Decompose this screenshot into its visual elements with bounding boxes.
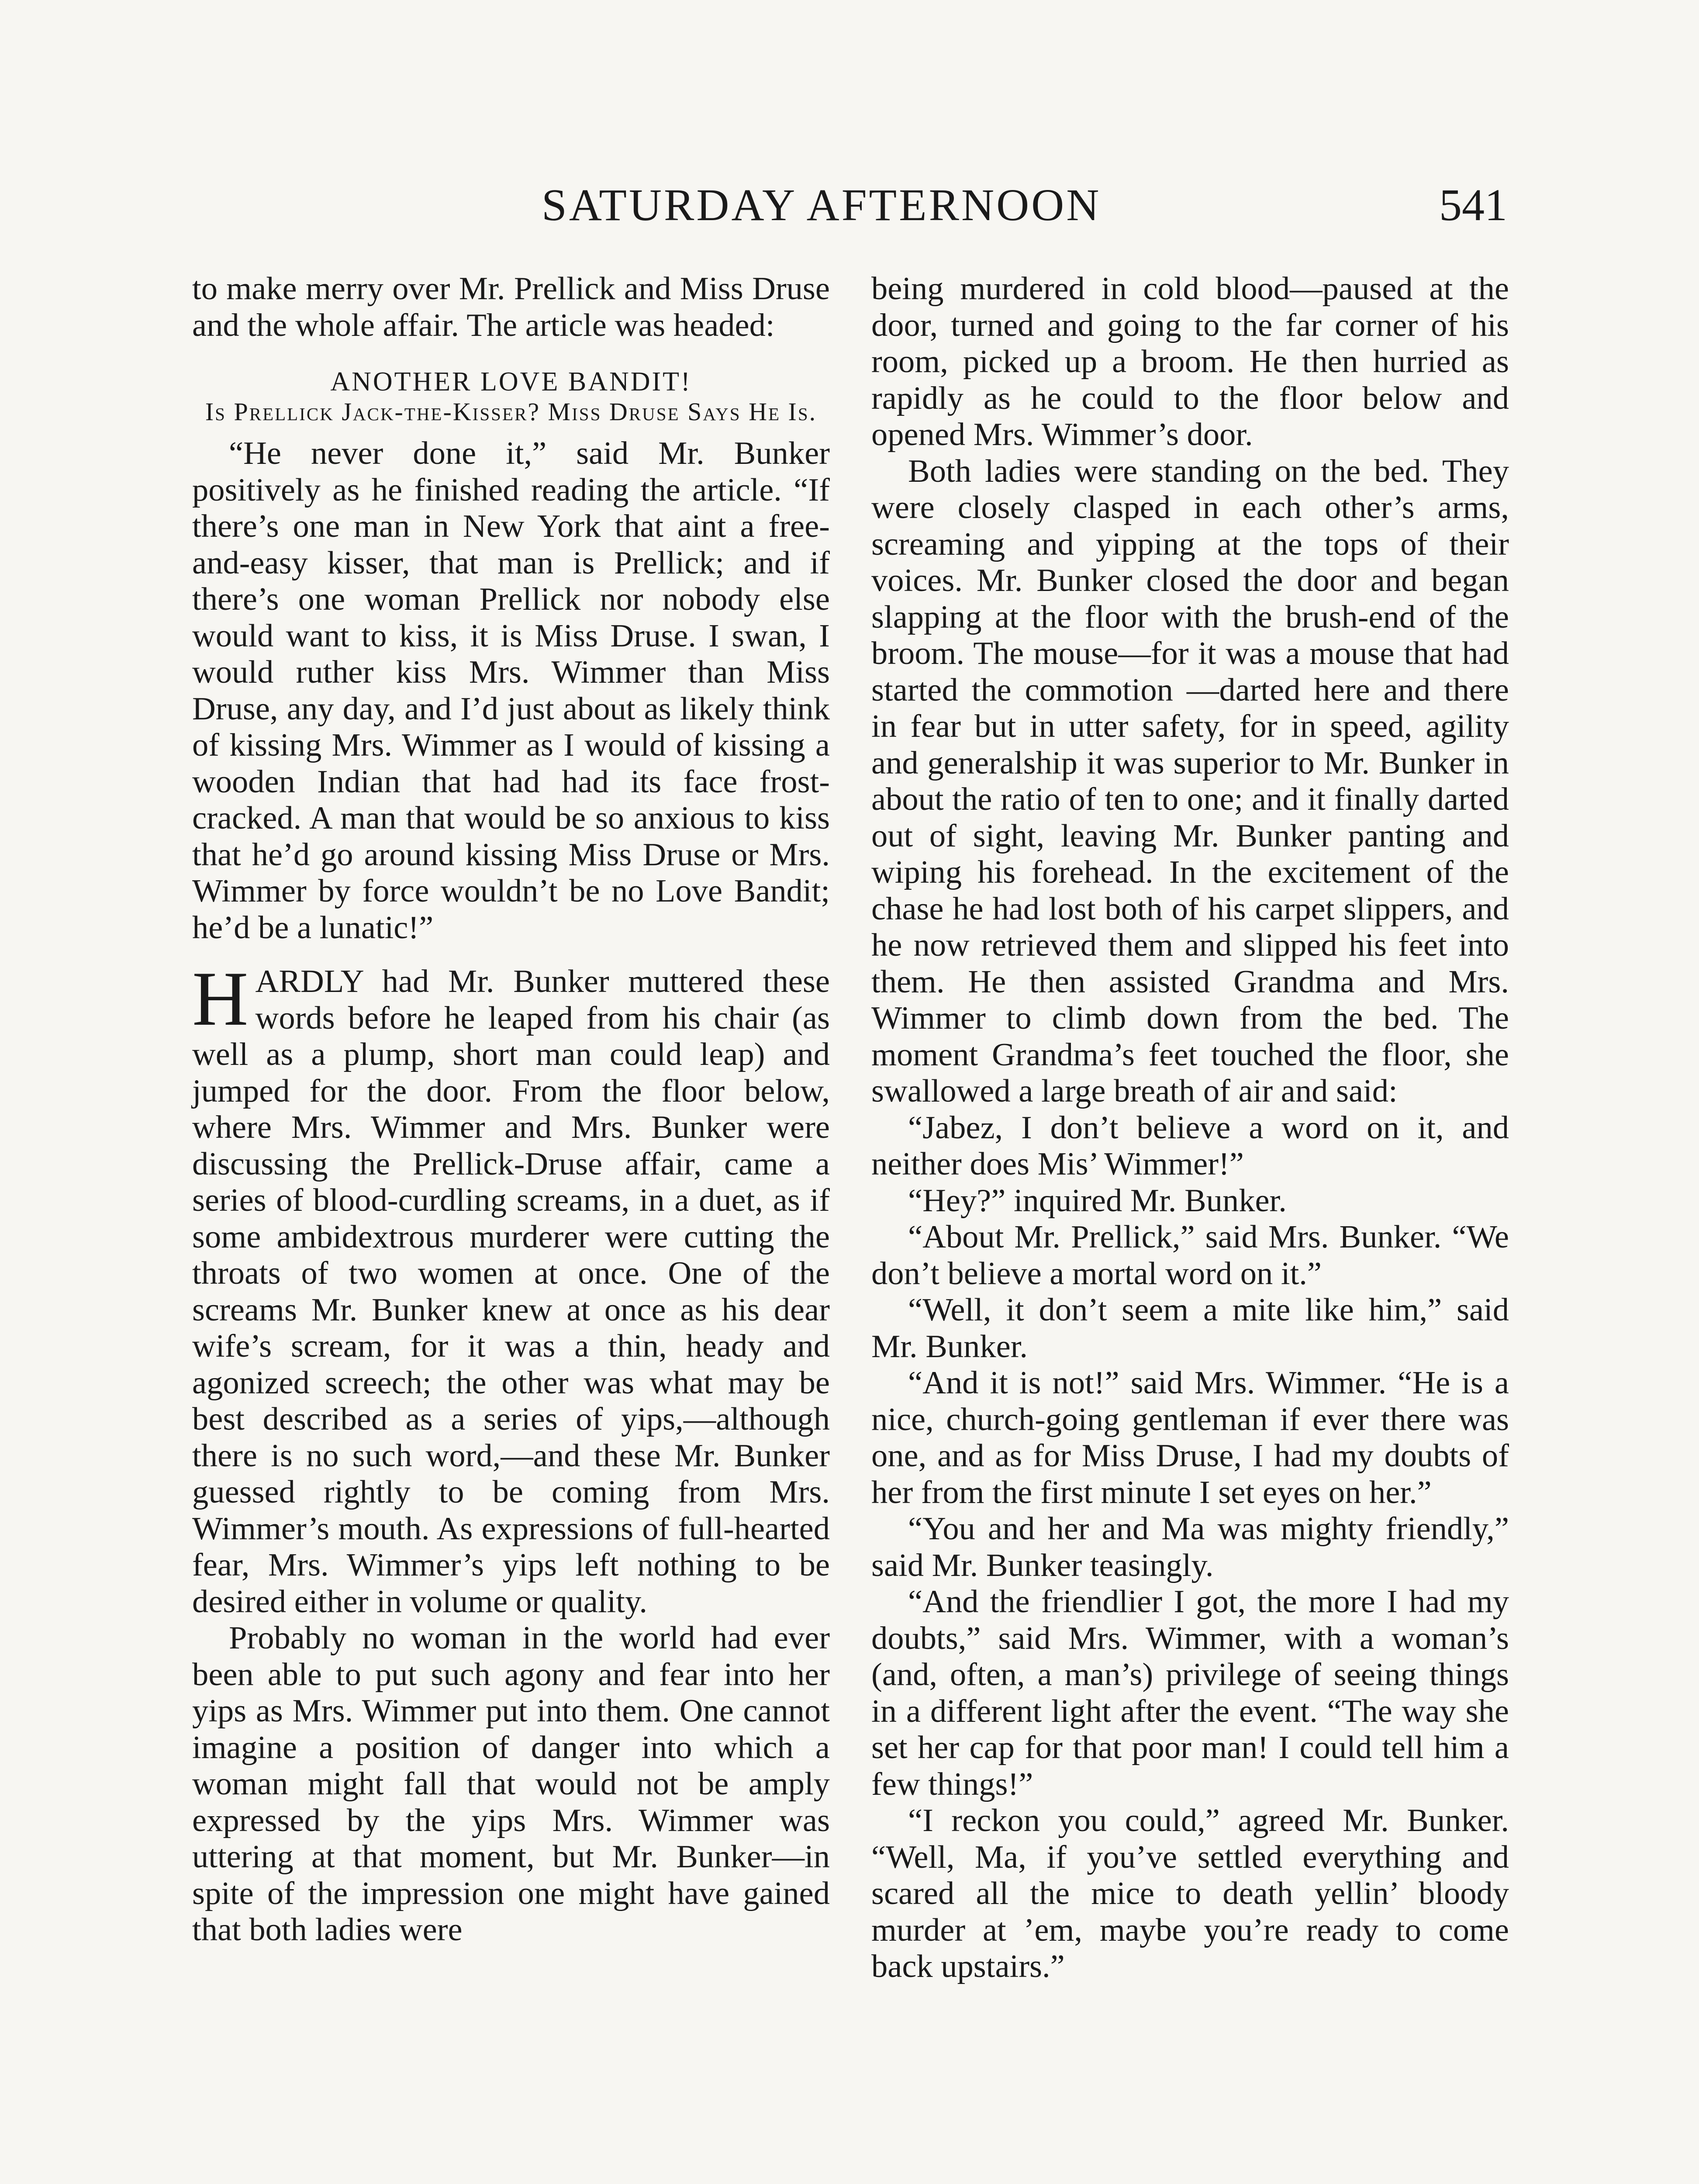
right-column — [871, 271, 1509, 1985]
paragraph: Both ladies were standing on the bed. They were closely clasped in each other’s arms, screaming and yipping at the tops of their voices. Mr. Bunker closed the door and began slapping at the floor with the brush-end of the broom. The mouse—for it was a mouse that had started the commotion —darted here and there in fear but in utter safety, for in speed, agility and generalship it was superior to Mr. Bunker in about the ratio of ten to one; and it finally darted out of sight, leaving Mr. Bunker panting and wiping his forehead. In the excitement of the chase he had lost both of his carpet slippers, and he now retrieved them and slipped his feet into them. He then assisted Grandma and Mrs. Wimmer to climb down from the bed. The moment Grandma’s feet touched the floor, she swallowed a large breath of air and said: — [871, 453, 1509, 1109]
article-subheadline: Is Prellick Jack-the-Kisser? Miss Druse Says He Is. — [205, 397, 817, 426]
paragraph: to make merry over Mr. Prellick and Miss Druse and the whole affair. The article was headed: — [192, 271, 830, 343]
paragraph: “I reckon you could,” agreed Mr. Bunker. “Well, Ma, if you’ve settled everything and scared all the mice to death yellin’ bloody murder at ’em, maybe you’re ready to come back upstairs.” — [871, 1803, 1509, 1984]
left-column — [192, 271, 830, 1949]
paragraph: “Well, it don’t seem a mite like him,” said Mr. Bunker. — [871, 1292, 1509, 1365]
article-headline: ANOTHER LOVE BANDIT! — [330, 367, 692, 397]
paragraph: “He never done it,” said Mr. Bunker positively as he finished reading the article. “If there’s one man in New York that aint a free-and-easy kisser, that man is Prellick; and if there’s one woman Prellick nor nobody else would want to kiss, it is Miss Druse. I swan, I would ruther kiss Mrs. Wimmer than Miss Druse, any day, and I’d just about as likely think of kissing Mrs. Wimmer as I would of kissing a wooden Indian that had had its face frost-cracked. A man that would be so anxious to kiss that he’d go around kissing Miss Druse or Mrs. Wimmer by force wouldn’t be no Love Bandit; he’d be a lunatic!” — [192, 435, 830, 946]
paragraph-text: ARDLY had Mr. Bunker muttered these words before he leaped from his chair (as well as a plump, short man could leap) and jumped for the door. From the floor below, where Mrs. Wimmer and Mrs. Bunker were discussing the Prellick-Druse affair, came a series of blood-curdling screams, in a duet, as if some ambidextrous murderer were cutting the throats of two women at once. One of the screams Mr. Bunker knew at once as his dear wife’s scream, for it was a thin, heady and agonized screech; the other was what may be best described as a series of yips,—although there is no such word,—and these Mr. Bunker guessed rightly to be coming from Mrs. Wimmer’s mouth. As expressions of full-hearted fear, Mrs. Wimmer’s yips left nothing to be desired either in volume or quality. — [192, 964, 830, 1620]
running-title: SATURDAY AFTERNOON — [542, 180, 1102, 230]
paragraph: “You and her and Ma was mighty friendly,” said Mr. Bunker teasingly. — [871, 1511, 1509, 1583]
paragraph: Probably no woman in the world had ever been able to put such agony and fear into her yips as Mrs. Wimmer put into them. One cannot imagine a position of danger into which a woman might fall that would not be amply expressed by the yips Mrs. Wimmer was uttering at that moment, but Mr. Bunker—in spite of the impression one might have gained that both ladies were — [192, 1620, 830, 1948]
dropcap-paragraph — [192, 955, 830, 1620]
paragraph: “Jabez, I don’t believe a word on it, and neither does Mis’ Wimmer!” — [871, 1109, 1509, 1182]
paragraph: “About Mr. Prellick,” said Mrs. Bunker. “We don’t believe a mortal word on it.” — [871, 1219, 1509, 1292]
page-header — [0, 175, 1699, 236]
article-heading — [192, 368, 830, 425]
paragraph: being murdered in cold blood—paused at the door, turned and going to the far corner of his room, picked up a broom. He then hurried as rapidly as he could to the floor below and opened Mrs. Wimmer’s door. — [871, 271, 1509, 453]
page-number: 541 — [1439, 180, 1507, 230]
paragraph: “And it is not!” said Mrs. Wimmer. “He is a nice, church-going gentleman if ever there was one, and as for Miss Druse, I had my doubts of her from the first minute I set eyes on her.” — [871, 1365, 1509, 1510]
paragraph: “And the friendlier I got, the more I had my doubts,” said Mrs. Wimmer, with a woman’s (and, often, a man’s) privilege of seeing things in a different light after the event. “The way she set her cap for that poor man! I could tell him a few things!” — [871, 1584, 1509, 1802]
section-break — [192, 946, 830, 964]
paragraph: “Hey?” inquired Mr. Bunker. — [908, 1182, 1287, 1219]
drop-cap: H — [192, 955, 249, 1042]
